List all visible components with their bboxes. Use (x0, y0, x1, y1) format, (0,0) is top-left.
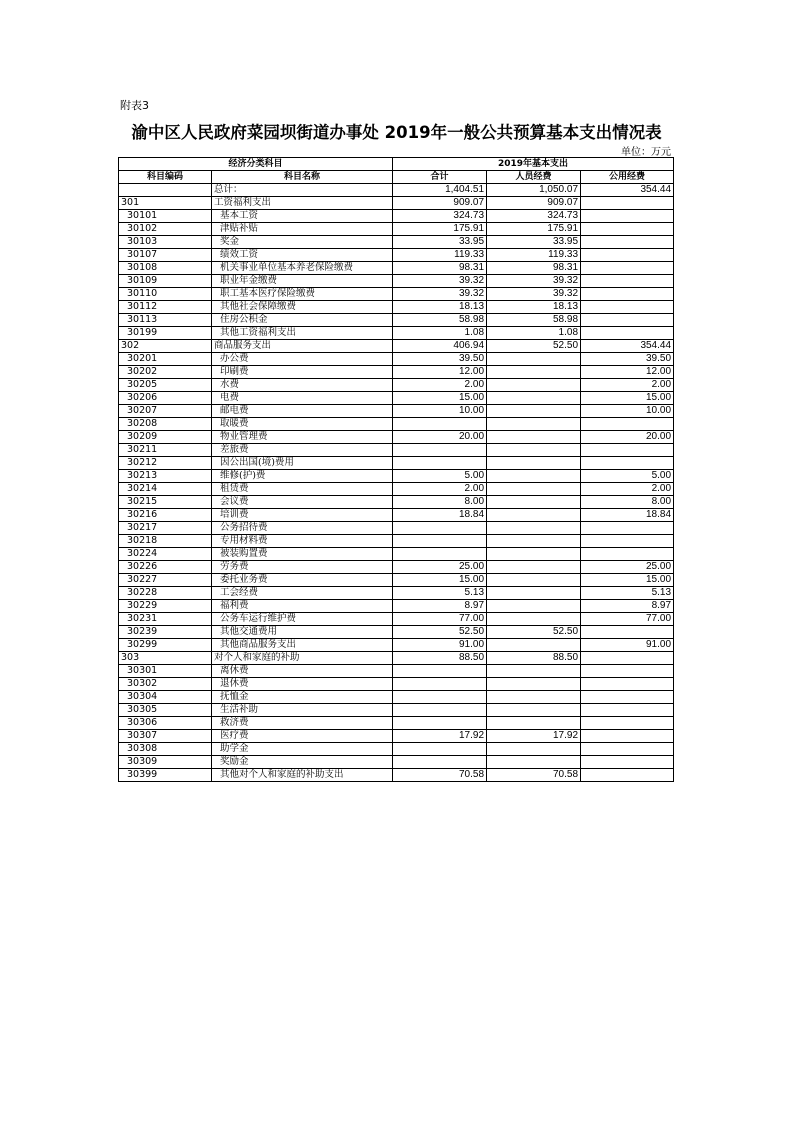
cell-total: 1.08 (393, 327, 487, 340)
header-code: 科目编码 (119, 171, 212, 184)
table-row (119, 340, 674, 353)
cell-code: 30228 (119, 587, 212, 600)
cell-name: 职工基本医疗保险缴费 (212, 288, 393, 301)
table-row (119, 301, 674, 314)
cell-code: 30202 (119, 366, 212, 379)
cell-public (581, 275, 674, 288)
cell-code: 30205 (119, 379, 212, 392)
cell-total (393, 548, 487, 561)
cell-total: 8.00 (393, 496, 487, 509)
table-row (119, 223, 674, 236)
cell-code: 30216 (119, 509, 212, 522)
table-row (119, 431, 674, 444)
page-title: 渝中区人民政府菜园坝街道办事处 2019年一般公共预算基本支出情况表 (131, 123, 662, 142)
cell-total: 20.00 (393, 431, 487, 444)
cell-personnel (487, 353, 581, 366)
cell-personnel: 39.32 (487, 288, 581, 301)
cell-personnel: 119.33 (487, 249, 581, 262)
cell-public: 15.00 (581, 574, 674, 587)
cell-public (581, 665, 674, 678)
cell-public (581, 457, 674, 470)
cell-personnel (487, 483, 581, 496)
cell-code: 30211 (119, 444, 212, 457)
cell-code (119, 184, 212, 197)
table-row (119, 756, 674, 769)
table-header (119, 158, 674, 184)
cell-name: 专用材料费 (212, 535, 393, 548)
cell-code: 30215 (119, 496, 212, 509)
cell-public (581, 197, 674, 210)
table-row (119, 704, 674, 717)
cell-total: 8.97 (393, 600, 487, 613)
cell-name: 商品服务支出 (212, 340, 393, 353)
cell-personnel (487, 509, 581, 522)
cell-total: 175.91 (393, 223, 487, 236)
cell-code: 30231 (119, 613, 212, 626)
cell-name: 公务车运行维护费 (212, 613, 393, 626)
header-public: 公用经费 (581, 171, 674, 184)
table-row (119, 184, 674, 197)
cell-total: 39.32 (393, 288, 487, 301)
cell-personnel (487, 535, 581, 548)
cell-total (393, 717, 487, 730)
cell-total: 1,404.51 (393, 184, 487, 197)
cell-name: 办公费 (212, 353, 393, 366)
table-row (119, 574, 674, 587)
cell-personnel (487, 548, 581, 561)
cell-personnel (487, 704, 581, 717)
cell-name: 会议费 (212, 496, 393, 509)
cell-name: 住房公积金 (212, 314, 393, 327)
cell-public: 25.00 (581, 561, 674, 574)
cell-personnel (487, 561, 581, 574)
cell-name: 基本工资 (212, 210, 393, 223)
cell-public (581, 327, 674, 340)
cell-name: 维修(护)费 (212, 470, 393, 483)
cell-name: 抚恤金 (212, 691, 393, 704)
cell-code: 30299 (119, 639, 212, 652)
cell-personnel (487, 639, 581, 652)
cell-public (581, 288, 674, 301)
table-row (119, 457, 674, 470)
cell-personnel (487, 717, 581, 730)
cell-name: 劳务费 (212, 561, 393, 574)
cell-code: 30239 (119, 626, 212, 639)
cell-code: 30224 (119, 548, 212, 561)
cell-total (393, 691, 487, 704)
cell-total: 406.94 (393, 340, 487, 353)
cell-personnel: 88.50 (487, 652, 581, 665)
cell-public: 2.00 (581, 483, 674, 496)
header-basic-expenditure: 2019年基本支出 (393, 158, 674, 171)
cell-name: 救济费 (212, 717, 393, 730)
table-body (119, 184, 674, 782)
attachment-label: 附表3 (120, 99, 149, 112)
cell-personnel (487, 470, 581, 483)
cell-name: 工会经费 (212, 587, 393, 600)
cell-name: 助学金 (212, 743, 393, 756)
cell-personnel (487, 522, 581, 535)
cell-total: 77.00 (393, 613, 487, 626)
cell-total: 52.50 (393, 626, 487, 639)
cell-total: 119.33 (393, 249, 487, 262)
cell-public: 18.84 (581, 509, 674, 522)
cell-total: 25.00 (393, 561, 487, 574)
cell-personnel: 58.98 (487, 314, 581, 327)
table-row (119, 262, 674, 275)
table-row (119, 652, 674, 665)
cell-public: 20.00 (581, 431, 674, 444)
cell-name: 退休费 (212, 678, 393, 691)
cell-personnel: 324.73 (487, 210, 581, 223)
cell-code: 30305 (119, 704, 212, 717)
cell-public (581, 210, 674, 223)
table-row (119, 587, 674, 600)
cell-name: 被装购置费 (212, 548, 393, 561)
cell-personnel: 17.92 (487, 730, 581, 743)
cell-total (393, 444, 487, 457)
cell-public (581, 418, 674, 431)
cell-name: 水费 (212, 379, 393, 392)
cell-code: 30217 (119, 522, 212, 535)
cell-name: 邮电费 (212, 405, 393, 418)
cell-total: 33.95 (393, 236, 487, 249)
cell-personnel (487, 444, 581, 457)
table-row (119, 665, 674, 678)
unit-label: 单位：万元 (621, 147, 671, 158)
cell-total (393, 522, 487, 535)
table-row (119, 691, 674, 704)
cell-public: 91.00 (581, 639, 674, 652)
cell-name: 其他商品服务支出 (212, 639, 393, 652)
table-row (119, 327, 674, 340)
cell-name: 离休费 (212, 665, 393, 678)
table-row (119, 392, 674, 405)
cell-personnel (487, 600, 581, 613)
table-row (119, 275, 674, 288)
cell-code: 30306 (119, 717, 212, 730)
cell-name: 租赁费 (212, 483, 393, 496)
cell-personnel: 98.31 (487, 262, 581, 275)
cell-public (581, 704, 674, 717)
cell-code: 30109 (119, 275, 212, 288)
cell-public (581, 301, 674, 314)
cell-code: 30112 (119, 301, 212, 314)
table-row (119, 483, 674, 496)
cell-personnel (487, 457, 581, 470)
cell-total: 909.07 (393, 197, 487, 210)
cell-public: 8.97 (581, 600, 674, 613)
cell-personnel (487, 574, 581, 587)
cell-code: 30301 (119, 665, 212, 678)
table-row (119, 626, 674, 639)
cell-public (581, 626, 674, 639)
table-row (119, 730, 674, 743)
table-row (119, 236, 674, 249)
cell-total: 10.00 (393, 405, 487, 418)
cell-code: 30218 (119, 535, 212, 548)
cell-public: 12.00 (581, 366, 674, 379)
cell-public (581, 769, 674, 782)
cell-total (393, 457, 487, 470)
cell-total: 324.73 (393, 210, 487, 223)
cell-name: 取暖费 (212, 418, 393, 431)
cell-name: 绩效工资 (212, 249, 393, 262)
table-row (119, 769, 674, 782)
cell-public (581, 678, 674, 691)
cell-name: 生活补助 (212, 704, 393, 717)
header-name: 科目名称 (212, 171, 393, 184)
table-row (119, 288, 674, 301)
cell-code: 30107 (119, 249, 212, 262)
cell-public (581, 691, 674, 704)
table-row (119, 678, 674, 691)
cell-name: 奖励金 (212, 756, 393, 769)
cell-name: 其他对个人和家庭的补助支出 (212, 769, 393, 782)
cell-public: 354.44 (581, 340, 674, 353)
table-row (119, 444, 674, 457)
cell-public (581, 236, 674, 249)
cell-name: 差旅费 (212, 444, 393, 457)
table-row (119, 249, 674, 262)
cell-code: 30201 (119, 353, 212, 366)
table-row (119, 561, 674, 574)
cell-public (581, 756, 674, 769)
cell-code: 30208 (119, 418, 212, 431)
cell-public (581, 522, 674, 535)
cell-code: 30399 (119, 769, 212, 782)
cell-public: 8.00 (581, 496, 674, 509)
cell-code: 303 (119, 652, 212, 665)
cell-total: 2.00 (393, 379, 487, 392)
cell-personnel (487, 587, 581, 600)
cell-code: 30206 (119, 392, 212, 405)
cell-public (581, 535, 674, 548)
cell-total (393, 418, 487, 431)
cell-personnel (487, 678, 581, 691)
cell-total: 2.00 (393, 483, 487, 496)
cell-total: 18.84 (393, 509, 487, 522)
cell-personnel: 1,050.07 (487, 184, 581, 197)
table-row (119, 405, 674, 418)
cell-name: 总计： (212, 184, 393, 197)
cell-public: 5.13 (581, 587, 674, 600)
cell-name: 奖金 (212, 236, 393, 249)
cell-code: 301 (119, 197, 212, 210)
cell-code: 30108 (119, 262, 212, 275)
cell-code: 30302 (119, 678, 212, 691)
cell-total: 5.00 (393, 470, 487, 483)
cell-personnel (487, 756, 581, 769)
cell-total: 70.58 (393, 769, 487, 782)
cell-total (393, 535, 487, 548)
cell-public (581, 249, 674, 262)
cell-code: 30213 (119, 470, 212, 483)
table-row (119, 314, 674, 327)
table-row (119, 613, 674, 626)
cell-code: 30199 (119, 327, 212, 340)
cell-personnel (487, 743, 581, 756)
table-row (119, 743, 674, 756)
cell-name: 对个人和家庭的补助 (212, 652, 393, 665)
cell-name: 物业管理费 (212, 431, 393, 444)
table-row (119, 717, 674, 730)
cell-public (581, 223, 674, 236)
cell-name: 医疗费 (212, 730, 393, 743)
cell-personnel: 52.50 (487, 626, 581, 639)
cell-personnel: 70.58 (487, 769, 581, 782)
cell-public: 10.00 (581, 405, 674, 418)
cell-code: 30304 (119, 691, 212, 704)
table-row (119, 535, 674, 548)
cell-name: 职业年金缴费 (212, 275, 393, 288)
cell-public: 354.44 (581, 184, 674, 197)
cell-name: 公务招待费 (212, 522, 393, 535)
cell-personnel (487, 613, 581, 626)
cell-public: 15.00 (581, 392, 674, 405)
cell-public (581, 314, 674, 327)
table-row (119, 509, 674, 522)
cell-personnel: 33.95 (487, 236, 581, 249)
cell-public (581, 717, 674, 730)
cell-public (581, 743, 674, 756)
cell-name: 印刷费 (212, 366, 393, 379)
table-row (119, 600, 674, 613)
cell-name: 委托业务费 (212, 574, 393, 587)
table-row (119, 522, 674, 535)
cell-personnel (487, 405, 581, 418)
cell-code: 30207 (119, 405, 212, 418)
cell-code: 30227 (119, 574, 212, 587)
cell-total: 88.50 (393, 652, 487, 665)
header-total: 合计 (393, 171, 487, 184)
cell-personnel (487, 366, 581, 379)
cell-personnel: 1.08 (487, 327, 581, 340)
cell-total: 5.13 (393, 587, 487, 600)
cell-total (393, 704, 487, 717)
cell-total: 12.00 (393, 366, 487, 379)
cell-name: 培训费 (212, 509, 393, 522)
cell-personnel (487, 431, 581, 444)
table-row (119, 210, 674, 223)
cell-personnel (487, 392, 581, 405)
table-row (119, 379, 674, 392)
cell-name: 其他社会保障缴费 (212, 301, 393, 314)
cell-total: 58.98 (393, 314, 487, 327)
cell-public: 2.00 (581, 379, 674, 392)
cell-name: 其他交通费用 (212, 626, 393, 639)
cell-personnel: 39.32 (487, 275, 581, 288)
cell-personnel (487, 379, 581, 392)
cell-code: 30229 (119, 600, 212, 613)
cell-code: 30226 (119, 561, 212, 574)
cell-total: 18.13 (393, 301, 487, 314)
cell-public (581, 444, 674, 457)
table-row (119, 418, 674, 431)
cell-personnel (487, 496, 581, 509)
header-economic-category: 经济分类科目 (119, 158, 393, 171)
cell-code: 30103 (119, 236, 212, 249)
cell-public: 39.50 (581, 353, 674, 366)
cell-total (393, 678, 487, 691)
budget-table (118, 157, 674, 782)
table-row (119, 496, 674, 509)
cell-name: 其他工资福利支出 (212, 327, 393, 340)
table-row (119, 470, 674, 483)
cell-total: 91.00 (393, 639, 487, 652)
cell-public (581, 652, 674, 665)
cell-name: 津贴补贴 (212, 223, 393, 236)
cell-total: 39.32 (393, 275, 487, 288)
cell-code: 30308 (119, 743, 212, 756)
cell-public (581, 262, 674, 275)
cell-total: 17.92 (393, 730, 487, 743)
cell-total: 98.31 (393, 262, 487, 275)
header-personnel: 人员经费 (487, 171, 581, 184)
cell-personnel (487, 418, 581, 431)
table-row (119, 353, 674, 366)
cell-name: 因公出国(境)费用 (212, 457, 393, 470)
cell-public (581, 548, 674, 561)
table-row (119, 366, 674, 379)
cell-code: 30307 (119, 730, 212, 743)
cell-public: 77.00 (581, 613, 674, 626)
table-row (119, 197, 674, 210)
cell-code: 30110 (119, 288, 212, 301)
cell-name: 电费 (212, 392, 393, 405)
cell-personnel: 52.50 (487, 340, 581, 353)
cell-code: 302 (119, 340, 212, 353)
cell-total (393, 756, 487, 769)
cell-code: 30113 (119, 314, 212, 327)
table-row (119, 548, 674, 561)
cell-total (393, 665, 487, 678)
cell-personnel (487, 665, 581, 678)
cell-personnel: 18.13 (487, 301, 581, 314)
cell-code: 30212 (119, 457, 212, 470)
cell-personnel (487, 691, 581, 704)
cell-code: 30209 (119, 431, 212, 444)
cell-total: 15.00 (393, 574, 487, 587)
table-row (119, 639, 674, 652)
cell-name: 福利费 (212, 600, 393, 613)
cell-code: 30102 (119, 223, 212, 236)
cell-public: 5.00 (581, 470, 674, 483)
cell-total: 15.00 (393, 392, 487, 405)
cell-personnel: 175.91 (487, 223, 581, 236)
cell-total: 39.50 (393, 353, 487, 366)
cell-name: 工资福利支出 (212, 197, 393, 210)
cell-code: 30214 (119, 483, 212, 496)
cell-name: 机关事业单位基本养老保险缴费 (212, 262, 393, 275)
cell-code: 30101 (119, 210, 212, 223)
cell-public (581, 730, 674, 743)
cell-code: 30309 (119, 756, 212, 769)
cell-total (393, 743, 487, 756)
cell-personnel: 909.07 (487, 197, 581, 210)
